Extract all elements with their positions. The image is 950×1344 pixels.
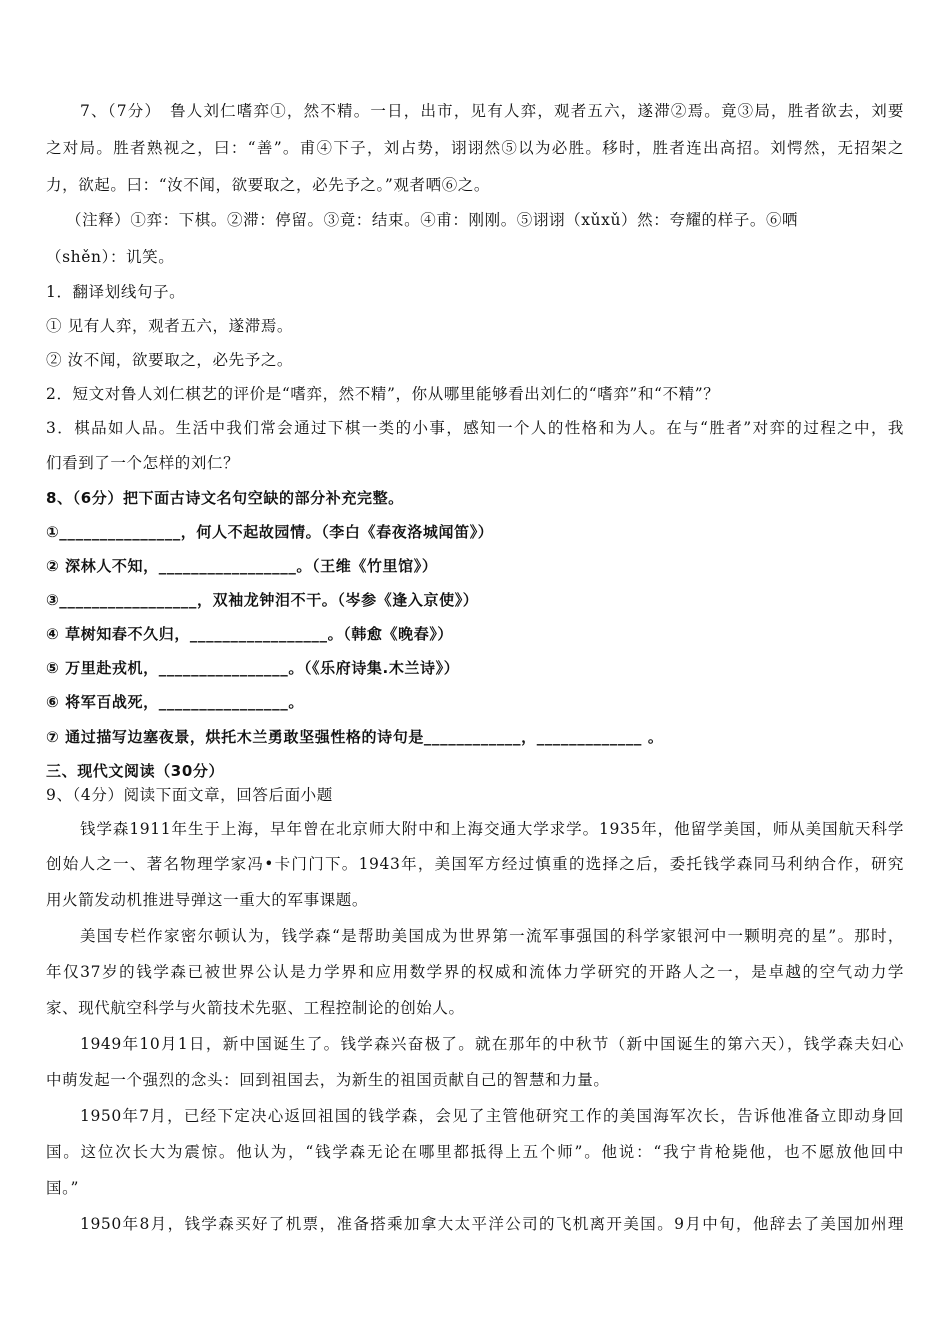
q8-heading: 8、（6分）把下面古诗文名句空缺的部分补充完整。	[46, 489, 404, 507]
q9-p2-line-1: 美国专栏作家密尔顿认为，钱学森“是帮助美国成为世界第一流军事强国的科学家银河中一颗明亮的星”。那时，	[80, 927, 904, 945]
q9-p5-line-1: 1950年8月，钱学森买好了机票，准备搭乘加拿大太平洋公司的飞机离开美国。9月中旬，他辞去了美国加州理	[80, 1215, 904, 1233]
q7-sub1a: ① 见有人弈，观者五六，遂滞焉。	[46, 317, 294, 335]
q7-sub3-line-2: 们看到了一个怎样的刘仁？	[46, 454, 240, 472]
q7-line-3: 力，欲起。曰：“汝不闻，欲要取之，必先予之。”观者哂⑥之。	[46, 176, 490, 194]
q7-sub2: 2．短文对鲁人刘仁棋艺的评价是“嗜弈，然不精”，你从哪里能够看出刘仁的“嗜弈”和“不精”？	[46, 385, 720, 403]
q9-p2-line-2: 年仅37岁的钱学森已被世界公认是力学界和应用数学界的权威和流体力学研究的开路人之一，是卓越的空气动力学	[46, 963, 904, 981]
q8-item-2: ② 深林人不知，_________________。（王维《竹里馆》）	[46, 557, 438, 575]
section-3-heading: 三、现代文阅读（30分）	[46, 762, 225, 780]
q9-p4-line-3: 国。”	[46, 1179, 79, 1197]
q7-sub1: 1．翻译划线句子。	[46, 283, 186, 301]
q8-item-3: ③_________________，双袖龙钟泪不干。（岑参《逢入京使》）	[46, 591, 479, 609]
q7-sub3-line-1: 3．棋品如人品。生活中我们常会通过下棋一类的小事，感知一个人的性格和为人。在与“胜者”对弈的过程之中，我	[46, 419, 904, 437]
q7-line-2: 之对局。胜者熟视之，曰：“善”。甫④下子，刘占势，诩诩然⑤以为必胜。移时，胜者连出高招。刘愕然，无招架之	[46, 139, 904, 157]
q7-note-2: （shěn）：讥笑。	[46, 248, 175, 266]
q8-item-6: ⑥ 将军百战死，________________。	[46, 693, 304, 711]
q9-p1-line-3: 用火箭发动机推进导弹这一重大的军事课题。	[46, 891, 369, 909]
q9-p3-line-2: 中萌发起一个强烈的念头：回到祖国去，为新生的祖国贡献自己的智慧和力量。	[46, 1071, 610, 1089]
q7-line-1: 7、（7分） 鲁人刘仁嗜弈①，然不精。一日，出市，见有人弈，观者五六，遂滞②焉。竟③局，胜者欲去，刘要	[80, 102, 904, 120]
q9-p4-line-2: 国。这位次长大为震惊。他认为，“钱学森无论在哪里都抵得上五个师”。他说：“我宁肯枪毙他，也不愿放他回中	[46, 1143, 904, 1161]
q8-item-4: ④ 草树知春不久归，_________________。（韩愈《晚春》）	[46, 625, 454, 643]
q7-note-1: （注释）①弈：下棋。②滞：停留。③竟：结束。④甫：刚刚。⑤诩诩（xǔxǔ）然：夸耀的样子。⑥哂	[66, 211, 799, 229]
q7-sub1b: ② 汝不闻，欲要取之，必先予之。	[46, 351, 294, 369]
q9-p4-line-1: 1950年7月，已经下定决心返回祖国的钱学森，会见了主管他研究工作的美国海军次长，告诉他准备立即动身回	[80, 1107, 904, 1125]
q8-item-7: ⑦ 通过描写边塞夜景，烘托木兰勇敢坚强性格的诗句是____________，_____________ 。	[46, 728, 664, 746]
q8-item-5: ⑤ 万里赴戎机，________________。（《乐府诗集.木兰诗》）	[46, 659, 460, 677]
q9-p2-line-3: 家、现代航空科学与火箭技术先驱、工程控制论的创始人。	[46, 999, 465, 1017]
q9-p3-line-1: 1949年10月1日，新中国诞生了。钱学森兴奋极了。就在那年的中秋节（新中国诞生的第六天），钱学森夫妇心	[80, 1035, 904, 1053]
q9-heading: 9、（4分）阅读下面文章，回答后面小题	[46, 786, 333, 804]
q9-p1-line-1: 钱学森1911年生于上海，早年曾在北京师大附中和上海交通大学求学。1935年，他留学美国，师从美国航天科学	[80, 820, 904, 838]
q9-p1-line-2: 创始人之一、著名物理学家冯•卡门门下。1943年，美国军方经过慎重的选择之后，委托钱学森同马利纳合作，研究	[46, 855, 904, 873]
q8-item-1: ①_______________，何人不起故园情。（李白《春夜洛城闻笛》）	[46, 523, 494, 541]
